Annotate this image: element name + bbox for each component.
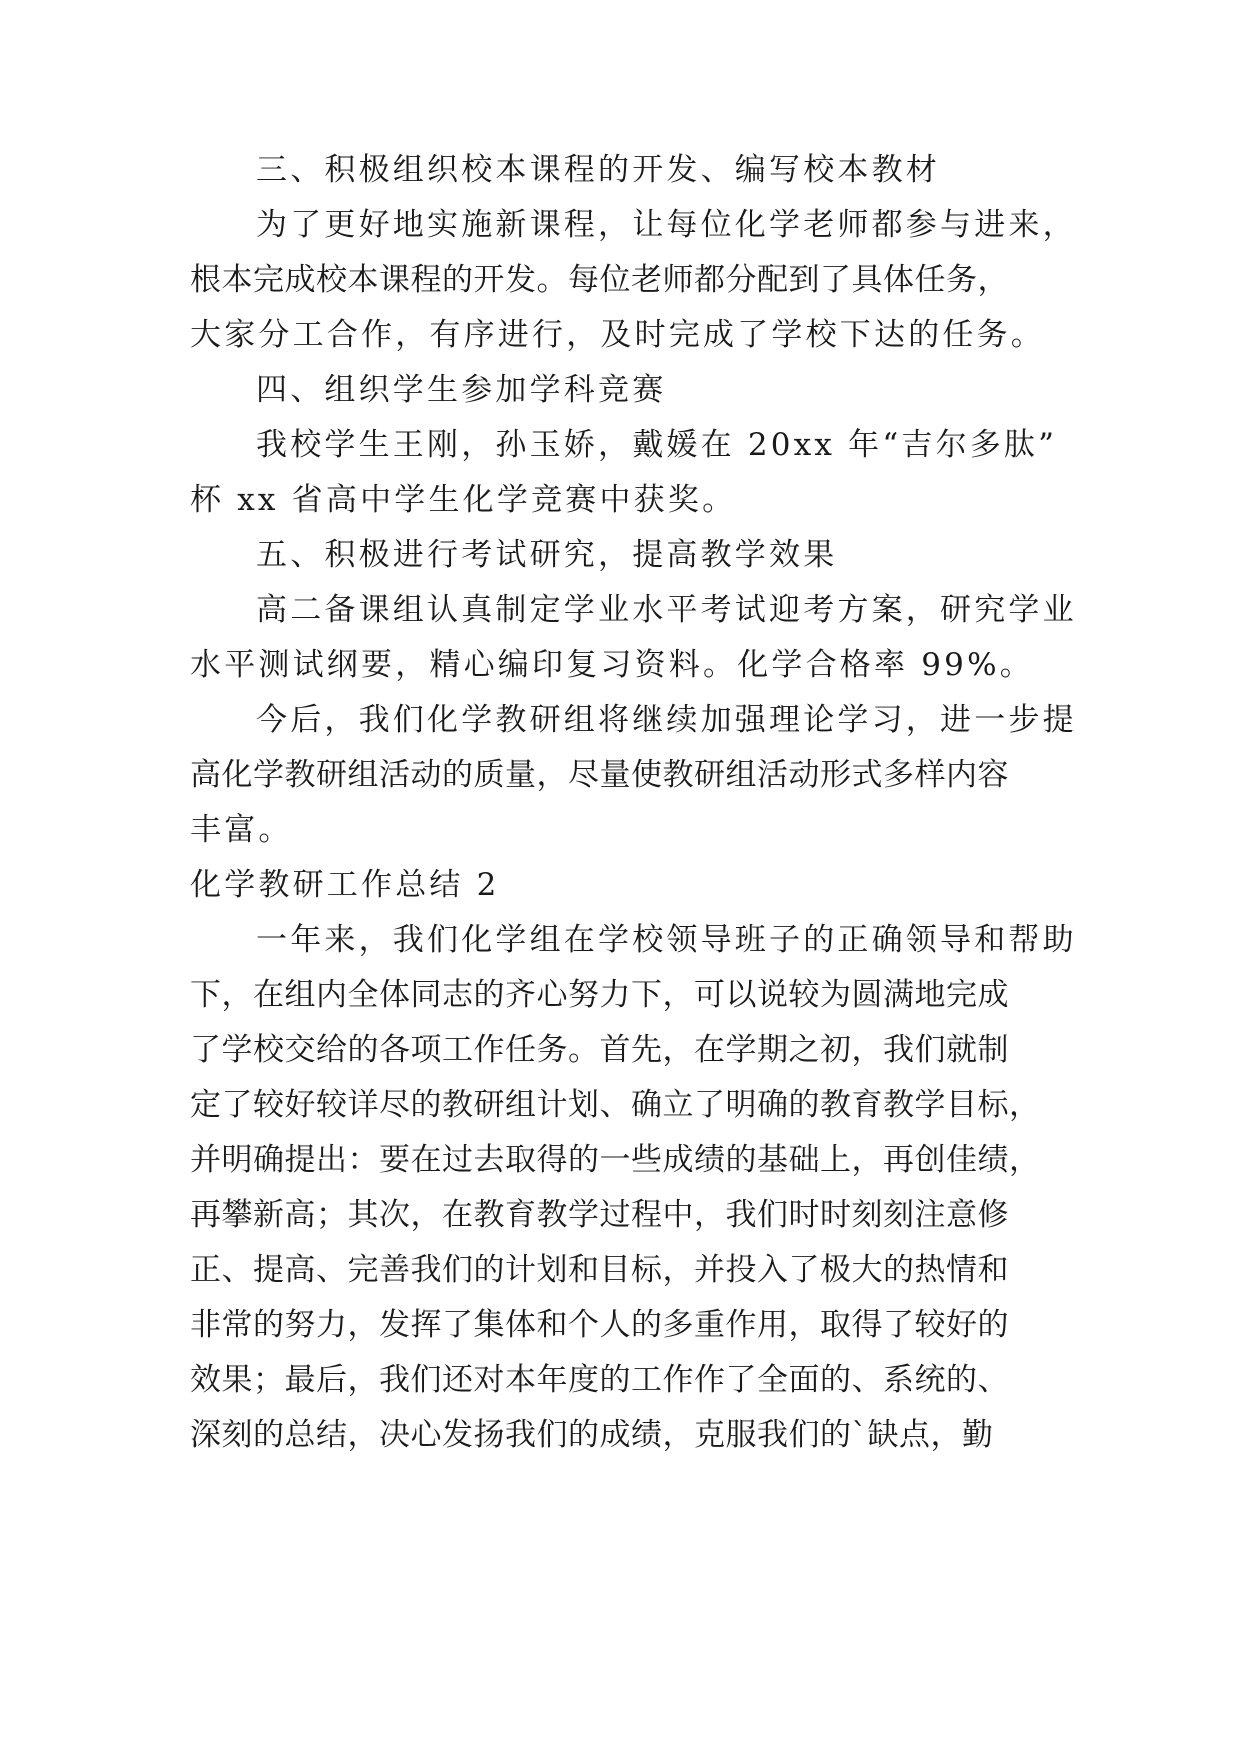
paragraph-line: 我校学生王刚，孙玉娇，戴媛在 20xx 年“吉尔多肽” xyxy=(256,427,1058,463)
paragraph-line: 深刻的总结，决心发扬我们的成绩，克服我们的`缺点，勤 xyxy=(190,1417,994,1453)
paragraph-line: 高化学教研组活动的质量，尽量使教研组活动形式多样内容 xyxy=(190,757,1009,793)
paragraph-line: 大家分工合作，有序进行，及时完成了学校下达的任务。 xyxy=(190,317,1045,353)
paragraph-line: 效果；最后，我们还对本年度的工作作了全面的、系统的、 xyxy=(190,1362,1009,1398)
paragraph-line: 根本完成校本课程的开发。每位老师都分配到了具体任务， xyxy=(190,262,1009,298)
paragraph-line: 杯 xx 省高中学生化学竞赛中获奖。 xyxy=(190,482,737,518)
paragraph-line: 一年来，我们化学组在学校领导班子的正确领导和帮助 xyxy=(256,922,1077,958)
paragraph-line: 为了更好地实施新课程，让每位化学老师都参与进来， xyxy=(256,207,1077,243)
paragraph-line: 下，在组内全体同志的齐心努力下，可以说较为圆满地完成 xyxy=(190,977,1009,1013)
section-heading-5: 五、积极进行考试研究，提高教学效果 xyxy=(256,537,838,573)
section-heading-3: 三、积极组织校本课程的开发、编写校本教材 xyxy=(256,152,940,188)
paragraph-line: 今后，我们化学教研组将继续加强理论学习，进一步提 xyxy=(256,702,1077,738)
paragraph-line: 并明确提出：要在过去取得的一些成绩的基础上，再创佳绩， xyxy=(190,1142,1041,1178)
paragraph-line: 正、提高、完善我们的计划和目标，并投入了极大的热情和 xyxy=(190,1252,1009,1288)
paragraph-line: 水平测试纲要，精心编印复习资料。化学合格率 99%。 xyxy=(190,647,1034,683)
paragraph-line: 再攀新高；其次，在教育教学过程中，我们时时刻刻注意修 xyxy=(190,1197,1009,1233)
paragraph-line: 非常的努力，发挥了集体和个人的多重作用，取得了较好的 xyxy=(190,1307,1009,1343)
paragraph-line: 丰富。 xyxy=(190,812,293,848)
document-title: 化学教研工作总结 2 xyxy=(190,867,500,903)
paragraph-line: 了学校交给的各项工作任务。首先，在学期之初，我们就制 xyxy=(190,1032,1009,1068)
section-heading-4: 四、组织学生参加学科竞赛 xyxy=(256,372,667,408)
paragraph-line: 高二备课组认真制定学业水平考试迎考方案，研究学业 xyxy=(256,592,1077,628)
paragraph-line: 定了较好较详尽的教研组计划、确立了明确的教育教学目标， xyxy=(190,1087,1041,1123)
